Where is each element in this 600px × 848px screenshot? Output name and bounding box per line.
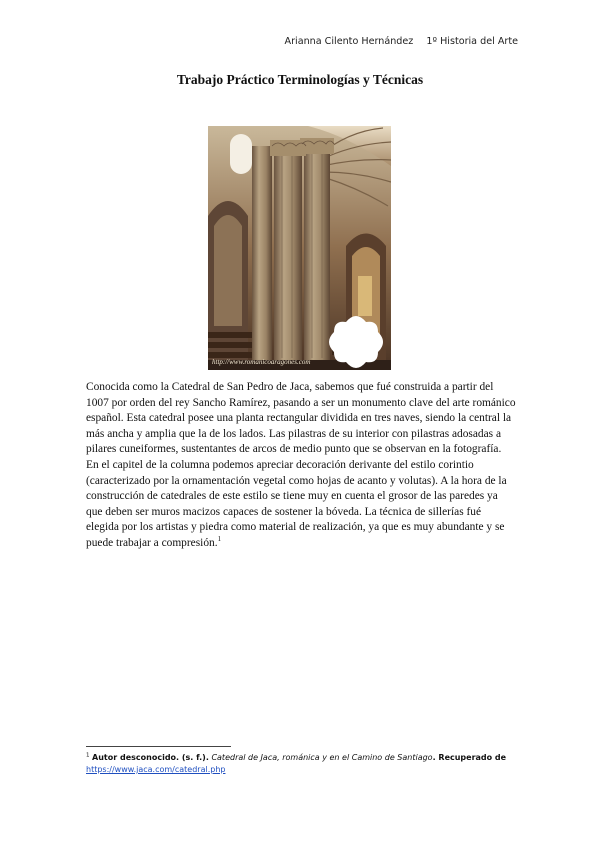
cathedral-interior-illustration xyxy=(208,126,391,370)
footnote-link[interactable]: https://www.jaca.com/catedral.php xyxy=(86,765,226,774)
footnote-separator xyxy=(86,746,231,747)
header-course: 1º Historia del Arte xyxy=(426,36,518,47)
footnote-number: 1 xyxy=(86,752,90,759)
body-paragraph-text: Conocida como la Catedral de San Pedro de Jaca, sabemos que fué construida a partir del 1007 por orden del rey Sancho Ramírez, pasando a ser un monumento clave del arte románico español. Esta catedral posee una planta rectangular dividida en tres naves, siendo la central la más ancha y amplia que la de los lados. Las pilastras de su interior con pilastras adosadas a pilares cuneiformes, sustentantes de arcos de medio punto que se observan en la fotografía. En el capitel de la columna podemos apreciar decoración derivante del estilo corintio (caracterizado por la ornamentación vegetal como hojas de acanto y volutas). A la hora de la construcción de catedrales de este estilo se tiene muy en cuenta el grosor de las paredes ya que deben ser muros macizos capaces de sostener la bóveda. La técnica de sillerías fué elegida por los artistas y piedra como material de realización, ya que es muy abundante y se puede trabajar a compresión. xyxy=(86,381,516,549)
page-header xyxy=(285,36,518,47)
footnote-author: Autor desconocido. (s. f.). xyxy=(92,753,209,762)
photo-watermark-caption: http://www.romanicoaragones.com xyxy=(212,358,311,366)
footnote-work-title: Catedral de Jaca, románica y en el Camino de Santiago xyxy=(211,753,433,762)
footnote-recovered-label: . Recuperado de xyxy=(432,753,507,762)
body-paragraph xyxy=(86,380,516,552)
cathedral-interior-photo xyxy=(208,126,391,370)
footnote-reference[interactable]: 1 xyxy=(217,535,222,544)
document-title: Trabajo Práctico Terminologías y Técnicas xyxy=(176,72,424,87)
header-author: Arianna Cilento Hernández xyxy=(284,36,414,47)
footnote xyxy=(86,752,516,776)
